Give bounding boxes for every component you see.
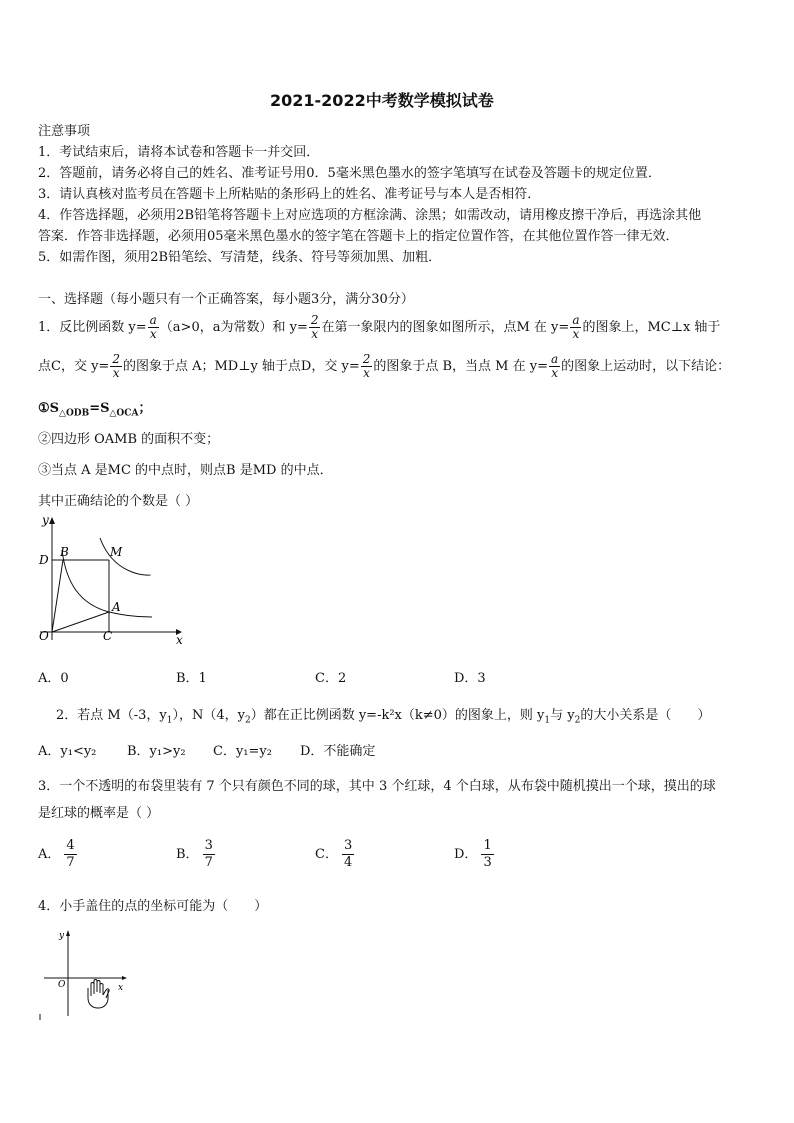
c1-text: ； — [138, 401, 152, 416]
q1-option-d: D．3 — [454, 671, 486, 686]
frac-num: 4 — [66, 838, 75, 853]
q4-figure — [36, 926, 132, 1022]
note-1: 1．考试结束后，请将本试卷和答题卡一并交回． — [38, 145, 320, 160]
frac-num: 1 — [483, 838, 492, 853]
frac-num: a — [149, 313, 157, 327]
x-axis-arrow-icon — [122, 976, 127, 980]
q1-option-c: C．2 — [315, 671, 347, 686]
fraction — [342, 838, 354, 871]
q3-option-d — [454, 838, 494, 871]
label-d: D — [39, 553, 49, 567]
frac-num: a — [572, 313, 580, 327]
q3-stem-line1: 3．一个不透明的布袋里装有 7 个只有颜色不同的球，其中 3 个红球，4 个白球，从布袋中随机摸出一个球，摸出的球 — [38, 779, 716, 794]
frac-num: 3 — [343, 838, 353, 853]
note-5: 5．如需作图，须用2B铅笔绘、写清楚，线条、符号等须加黑、加粗． — [38, 250, 442, 265]
fraction — [549, 353, 560, 380]
q3-stem-line2: 是红球的概率是（ ） — [38, 806, 160, 821]
note-3: 3．请认真核对监考员在答题卡上所粘贴的条形码上的姓名、准考证号与本人是否相符． — [38, 187, 541, 202]
label-x: x — [176, 633, 183, 644]
y-axis-arrow-icon — [49, 517, 55, 524]
label-y: y — [59, 931, 65, 941]
q1-l1-text-c: 在第一象限内的图象如图所示，点M 在 y= — [321, 320, 570, 335]
q2-sub: 1 — [166, 715, 173, 726]
option-label: B． — [176, 847, 199, 862]
q4-stem: 4．小手盖住的点的坐标可能为（ ） — [38, 899, 268, 914]
label-a: A — [112, 600, 121, 614]
q2-stem — [56, 704, 710, 726]
label-y: y — [42, 513, 49, 527]
q1-l2-text-b: 的图象于点 A；MD⊥y 轴于点D，交 y= — [122, 359, 360, 374]
q1-conclusion-2: ②四边形 OAMB 的面积不变； — [38, 432, 220, 447]
frac-den: 7 — [204, 855, 213, 870]
hand-icon — [88, 980, 109, 1009]
frac-num: 2 — [310, 313, 319, 327]
segment-ob — [52, 560, 63, 632]
q1-line1 — [38, 313, 720, 343]
fraction — [148, 314, 159, 341]
curve-a-over-x — [100, 538, 150, 575]
label-o: O — [39, 629, 49, 643]
frac-den: x — [551, 366, 558, 380]
frac-den: x — [363, 366, 370, 380]
q2-option-a: A．y₁<y₂ — [38, 744, 97, 759]
label-o: O — [58, 980, 66, 990]
q1-l2-text-d: 的图象上运动时，以下结论： — [561, 359, 731, 374]
c1-sub-1: △ODB — [59, 408, 90, 419]
q2-option-b: B．y₁>y₂ — [127, 744, 186, 759]
frac-den: x — [572, 327, 580, 341]
q3-option-a — [38, 838, 77, 871]
y-axis-arrow-icon — [66, 930, 70, 936]
q1-l2-text-c: 的图象于点 B，当点 M 在 y= — [373, 359, 548, 374]
q1-conclusion-1 — [38, 397, 151, 419]
option-label: A． — [38, 847, 61, 862]
frac-den: 4 — [343, 855, 353, 870]
q2-sub: 2 — [244, 715, 251, 726]
q1-option-b: B．1 — [176, 671, 207, 686]
c1-text: =S — [89, 401, 110, 416]
frac-den: 3 — [483, 855, 492, 870]
frac-num: a — [551, 352, 559, 366]
frac-den: x — [112, 366, 120, 380]
option-label: C． — [315, 847, 338, 862]
q2-option-d: D．不能确定 — [300, 744, 376, 759]
frac-den: 7 — [66, 855, 75, 870]
q2-option-c: C．y₁=y₂ — [213, 744, 272, 759]
curve-helper — [100, 538, 150, 575]
q1-option-a: A．0 — [38, 671, 69, 686]
fraction — [481, 838, 493, 871]
q1-l2-text-a: 点C，交 y= — [38, 359, 110, 374]
frac-num: 3 — [204, 838, 213, 853]
q2-sub: 2 — [574, 715, 581, 726]
page-title: 2021-2022中考数学模拟试卷 — [270, 91, 494, 110]
q2-text: 2．若点 M（-3，y — [56, 708, 167, 723]
q1-conclusion-3: ③当点 A 是MC 的中点时，则点B 是MD 的中点． — [38, 463, 333, 478]
label-m: M — [110, 545, 123, 559]
fraction — [64, 838, 76, 871]
fraction — [361, 353, 373, 380]
q1-figure — [34, 512, 184, 644]
label-x: x — [118, 983, 124, 993]
q2-text: 的大小关系是（ ） — [580, 708, 711, 723]
q1-l1-text-a: 1．反比例函数 y= — [38, 320, 147, 335]
fraction — [203, 838, 215, 871]
frac-num: 2 — [112, 352, 120, 366]
q1-l1-text-b: （a>0，a为常数）和 y= — [159, 320, 308, 335]
label-b: B — [60, 545, 69, 559]
note-4-line2: 答案．作答非选择题，必须用05毫米黑色墨水的签字笔在答题卡上的指定位置作答，在其他位置作答一律无效． — [38, 229, 679, 244]
q3-option-c — [315, 838, 354, 871]
q2-text: ），N（4，y — [172, 708, 245, 723]
option-label: D． — [454, 847, 478, 862]
c1-text: ①S — [38, 401, 60, 416]
segment-oa — [52, 612, 109, 632]
note-4-line1: 4．作答选择题，必须用2B铅笔将答题卡上对应选项的方框涂满、涂黑；如需改动，请用橡皮擦干净后，再选涂其他 — [38, 208, 702, 223]
fraction — [309, 314, 321, 341]
frac-num: 2 — [362, 352, 371, 366]
c1-sub-2: △OCA — [109, 408, 139, 419]
frac-den: x — [149, 327, 157, 341]
q2-text: ）都在正比例函数 y=-k²x（k≠0）的图象上，则 y — [250, 708, 545, 723]
notes-heading: 注意事项 — [38, 124, 91, 139]
q2-text: 与 y — [550, 708, 575, 723]
frac-den: x — [311, 327, 319, 341]
q1-question: 其中正确结论的个数是（ ） — [38, 494, 199, 509]
label-c: C — [103, 629, 113, 643]
fraction — [570, 314, 581, 341]
fraction — [110, 353, 122, 380]
q1-line2 — [38, 352, 730, 382]
q1-l1-text-d: 的图象上，MC⊥x 轴于 — [582, 320, 721, 335]
q2-sub: 1 — [544, 715, 551, 726]
note-2: 2．答题前，请务必将自己的姓名、准考证号用0．5毫米黑色墨水的签字笔填写在试卷及答题卡的规定位置． — [38, 166, 661, 181]
section-heading: 一、选择题（每小题只有一个正确答案，每小题3分，满分30分） — [38, 292, 414, 307]
q3-option-b — [176, 838, 215, 871]
